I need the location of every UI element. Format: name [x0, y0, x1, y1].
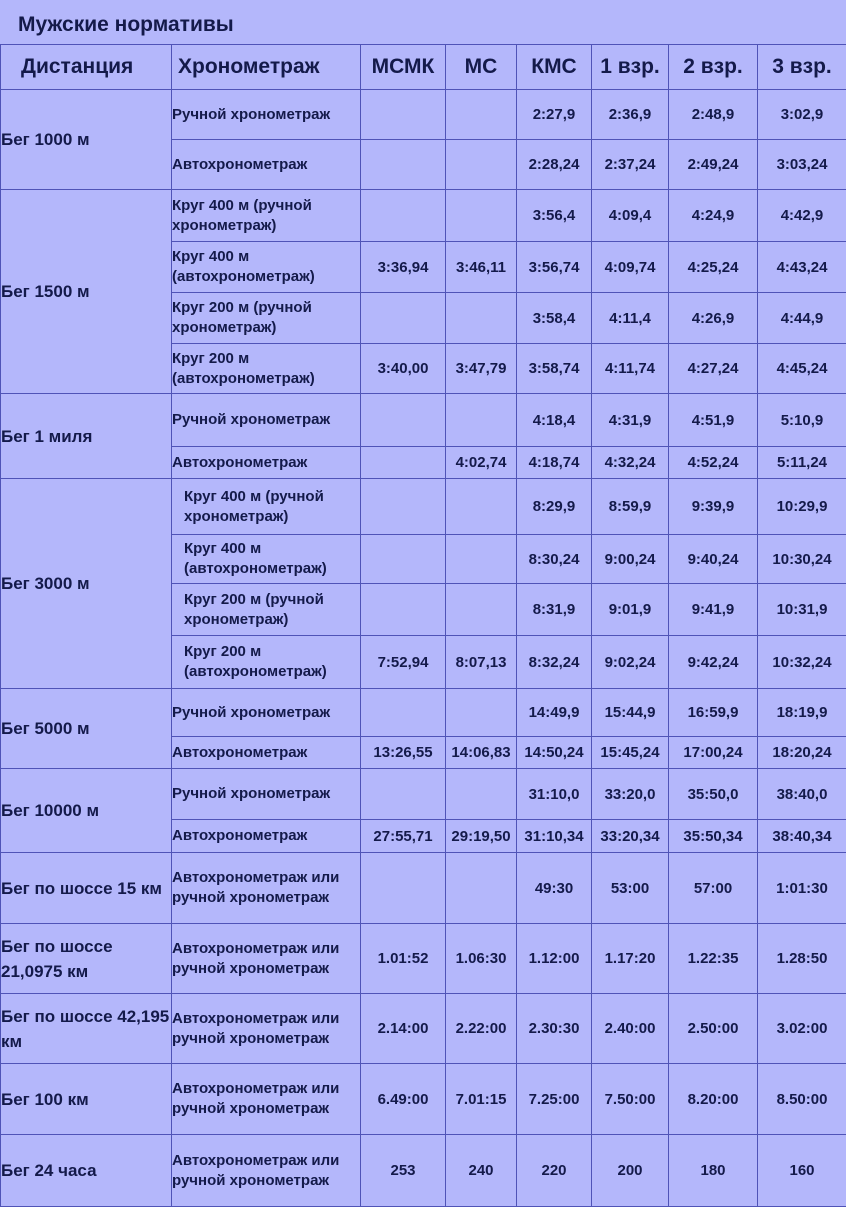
- value-cell-ms: 240: [446, 1135, 517, 1207]
- value-cell-rank-1: 1.17:20: [592, 924, 669, 994]
- value-cell-msmk: [361, 190, 446, 242]
- value-cell-rank-2: 9:42,24: [669, 636, 758, 689]
- timing-cell: Круг 400 м (ручной хронометраж): [172, 479, 361, 535]
- value-cell-msmk: 3:40,00: [361, 344, 446, 394]
- distance-cell: Бег 1500 м: [1, 190, 172, 394]
- value-cell-rank-2: 4:24,9: [669, 190, 758, 242]
- value-cell-rank-3: 5:11,24: [758, 447, 846, 479]
- value-cell-rank-3: 160: [758, 1135, 846, 1207]
- value-cell-rank-3: 8.50:00: [758, 1064, 846, 1135]
- value-cell-msmk: 1.01:52: [361, 924, 446, 994]
- value-cell-rank-2: 2:49,24: [669, 140, 758, 190]
- value-cell-rank-1: 53:00: [592, 853, 669, 924]
- value-cell-rank-1: 4:11,4: [592, 293, 669, 344]
- distance-cell: Бег 5000 м: [1, 689, 172, 769]
- timing-cell: Автохронометраж или ручной хронометраж: [172, 853, 361, 924]
- value-cell-msmk: 3:36,94: [361, 242, 446, 293]
- value-cell-rank-1: 9:01,9: [592, 584, 669, 636]
- header-distance: Дистанция: [1, 45, 172, 90]
- value-cell-rank-1: 2.40:00: [592, 994, 669, 1064]
- value-cell-rank-1: 33:20,34: [592, 820, 669, 853]
- value-cell-ms: [446, 190, 517, 242]
- value-cell-ms: 14:06,83: [446, 737, 517, 769]
- value-cell-kms: 49:30: [517, 853, 592, 924]
- value-cell-kms: 4:18,4: [517, 394, 592, 447]
- norms-table-wrapper: [0, 44, 846, 1207]
- value-cell-rank-1: 15:44,9: [592, 689, 669, 737]
- timing-cell: Автохронометраж или ручной хронометраж: [172, 994, 361, 1064]
- distance-cell: Бег 100 км: [1, 1064, 172, 1135]
- table-row: [1, 994, 846, 1064]
- timing-cell: Круг 200 м (ручной хронометраж): [172, 584, 361, 636]
- timing-cell: Автохронометраж: [172, 737, 361, 769]
- distance-cell: Бег 1 миля: [1, 394, 172, 479]
- table-row: [1, 190, 846, 242]
- value-cell-rank-1: 4:31,9: [592, 394, 669, 447]
- value-cell-kms: 2.30:30: [517, 994, 592, 1064]
- value-cell-rank-2: 9:41,9: [669, 584, 758, 636]
- value-cell-rank-2: 35:50,0: [669, 769, 758, 820]
- timing-cell: Круг 400 м (автохронометраж): [172, 535, 361, 584]
- value-cell-rank-3: 1:01:30: [758, 853, 846, 924]
- value-cell-ms: 2.22:00: [446, 994, 517, 1064]
- value-cell-ms: 3:46,11: [446, 242, 517, 293]
- timing-cell: Круг 400 м (автохронометраж): [172, 242, 361, 293]
- timing-cell: Круг 400 м (ручной хронометраж): [172, 190, 361, 242]
- value-cell-rank-1: 2:36,9: [592, 90, 669, 140]
- header-rank-2: 2 взр.: [669, 45, 758, 90]
- value-cell-kms: 3:56,74: [517, 242, 592, 293]
- timing-cell: Круг 200 м (автохронометраж): [172, 636, 361, 689]
- value-cell-ms: [446, 479, 517, 535]
- value-cell-rank-3: 38:40,34: [758, 820, 846, 853]
- header-row: [1, 45, 846, 90]
- value-cell-rank-1: 4:32,24: [592, 447, 669, 479]
- value-cell-kms: 14:49,9: [517, 689, 592, 737]
- value-cell-msmk: [361, 769, 446, 820]
- value-cell-msmk: 27:55,71: [361, 820, 446, 853]
- value-cell-rank-1: 4:11,74: [592, 344, 669, 394]
- value-cell-kms: 8:32,24: [517, 636, 592, 689]
- table-row: [1, 1064, 846, 1135]
- value-cell-ms: [446, 584, 517, 636]
- timing-cell: Круг 200 м (автохронометраж): [172, 344, 361, 394]
- value-cell-kms: 4:18,74: [517, 447, 592, 479]
- table-row: [1, 479, 846, 535]
- distance-cell: Бег по шоссе 15 км: [1, 853, 172, 924]
- timing-cell: Автохронометраж: [172, 820, 361, 853]
- value-cell-msmk: 6.49:00: [361, 1064, 446, 1135]
- table-row: [1, 924, 846, 994]
- table-row: [1, 769, 846, 820]
- page-title: Мужские нормативы: [18, 8, 234, 42]
- value-cell-kms: 3:58,74: [517, 344, 592, 394]
- timing-cell: Круг 200 м (ручной хронометраж): [172, 293, 361, 344]
- header-rank-kms: КМС: [517, 45, 592, 90]
- value-cell-rank-1: 9:00,24: [592, 535, 669, 584]
- value-cell-msmk: [361, 90, 446, 140]
- value-cell-rank-2: 17:00,24: [669, 737, 758, 769]
- value-cell-rank-3: 5:10,9: [758, 394, 846, 447]
- value-cell-kms: 2:28,24: [517, 140, 592, 190]
- value-cell-rank-1: 2:37,24: [592, 140, 669, 190]
- value-cell-rank-1: 7.50:00: [592, 1064, 669, 1135]
- value-cell-rank-2: 2:48,9: [669, 90, 758, 140]
- header-rank-1: 1 взр.: [592, 45, 669, 90]
- value-cell-rank-3: 18:20,24: [758, 737, 846, 769]
- value-cell-rank-3: 4:42,9: [758, 190, 846, 242]
- value-cell-ms: [446, 853, 517, 924]
- value-cell-msmk: [361, 535, 446, 584]
- value-cell-ms: [446, 535, 517, 584]
- value-cell-rank-1: 200: [592, 1135, 669, 1207]
- table-row: [1, 853, 846, 924]
- value-cell-ms: 8:07,13: [446, 636, 517, 689]
- distance-cell: Бег 24 часа: [1, 1135, 172, 1207]
- value-cell-rank-2: 180: [669, 1135, 758, 1207]
- value-cell-rank-3: 4:44,9: [758, 293, 846, 344]
- value-cell-rank-2: 4:51,9: [669, 394, 758, 447]
- value-cell-msmk: [361, 853, 446, 924]
- value-cell-kms: 2:27,9: [517, 90, 592, 140]
- value-cell-rank-2: 9:39,9: [669, 479, 758, 535]
- value-cell-ms: [446, 394, 517, 447]
- value-cell-ms: [446, 689, 517, 737]
- value-cell-rank-3: 10:32,24: [758, 636, 846, 689]
- value-cell-msmk: [361, 140, 446, 190]
- timing-cell: Ручной хронометраж: [172, 689, 361, 737]
- distance-cell: Бег 3000 м: [1, 479, 172, 689]
- value-cell-rank-3: 10:29,9: [758, 479, 846, 535]
- table-row: [1, 90, 846, 140]
- value-cell-rank-2: 9:40,24: [669, 535, 758, 584]
- value-cell-kms: 3:56,4: [517, 190, 592, 242]
- value-cell-rank-3: 3.02:00: [758, 994, 846, 1064]
- distance-cell: Бег 1000 м: [1, 90, 172, 190]
- value-cell-kms: 31:10,0: [517, 769, 592, 820]
- value-cell-ms: 3:47,79: [446, 344, 517, 394]
- value-cell-ms: 7.01:15: [446, 1064, 517, 1135]
- value-cell-rank-1: 15:45,24: [592, 737, 669, 769]
- value-cell-rank-2: 57:00: [669, 853, 758, 924]
- value-cell-rank-1: 33:20,0: [592, 769, 669, 820]
- value-cell-rank-2: 4:25,24: [669, 242, 758, 293]
- value-cell-rank-3: 18:19,9: [758, 689, 846, 737]
- table-row: [1, 394, 846, 447]
- value-cell-rank-3: 4:45,24: [758, 344, 846, 394]
- value-cell-rank-2: 1.22:35: [669, 924, 758, 994]
- value-cell-msmk: [361, 447, 446, 479]
- value-cell-rank-3: 38:40,0: [758, 769, 846, 820]
- table-row: [1, 689, 846, 737]
- value-cell-msmk: [361, 394, 446, 447]
- value-cell-rank-2: 4:27,24: [669, 344, 758, 394]
- value-cell-rank-3: 1.28:50: [758, 924, 846, 994]
- value-cell-ms: [446, 293, 517, 344]
- value-cell-rank-2: 8.20:00: [669, 1064, 758, 1135]
- value-cell-rank-3: 3:02,9: [758, 90, 846, 140]
- value-cell-msmk: [361, 479, 446, 535]
- timing-cell: Автохронометраж или ручной хронометраж: [172, 1064, 361, 1135]
- value-cell-ms: 1.06:30: [446, 924, 517, 994]
- value-cell-rank-2: 35:50,34: [669, 820, 758, 853]
- distance-cell: Бег 10000 м: [1, 769, 172, 853]
- header-rank-ms: МС: [446, 45, 517, 90]
- value-cell-msmk: [361, 584, 446, 636]
- value-cell-kms: 8:31,9: [517, 584, 592, 636]
- value-cell-rank-2: 4:26,9: [669, 293, 758, 344]
- value-cell-rank-2: 16:59,9: [669, 689, 758, 737]
- header-rank-3: 3 взр.: [758, 45, 846, 90]
- value-cell-kms: 14:50,24: [517, 737, 592, 769]
- value-cell-msmk: [361, 689, 446, 737]
- timing-cell: Ручной хронометраж: [172, 394, 361, 447]
- timing-cell: Автохронометраж: [172, 447, 361, 479]
- timing-cell: Автохронометраж или ручной хронометраж: [172, 1135, 361, 1207]
- value-cell-rank-3: 4:43,24: [758, 242, 846, 293]
- value-cell-rank-1: 4:09,4: [592, 190, 669, 242]
- timing-cell: Автохронометраж: [172, 140, 361, 190]
- value-cell-ms: [446, 90, 517, 140]
- value-cell-rank-1: 9:02,24: [592, 636, 669, 689]
- value-cell-kms: 8:30,24: [517, 535, 592, 584]
- value-cell-kms: 220: [517, 1135, 592, 1207]
- value-cell-rank-2: 4:52,24: [669, 447, 758, 479]
- value-cell-rank-1: 4:09,74: [592, 242, 669, 293]
- value-cell-msmk: 2.14:00: [361, 994, 446, 1064]
- distance-cell: Бег по шоссе 21,0975 км: [1, 924, 172, 994]
- value-cell-rank-2: 2.50:00: [669, 994, 758, 1064]
- value-cell-ms: 4:02,74: [446, 447, 517, 479]
- value-cell-rank-1: 8:59,9: [592, 479, 669, 535]
- value-cell-rank-3: 3:03,24: [758, 140, 846, 190]
- timing-cell: Ручной хронометраж: [172, 769, 361, 820]
- value-cell-rank-3: 10:31,9: [758, 584, 846, 636]
- norms-body: [1, 90, 846, 1207]
- value-cell-msmk: 253: [361, 1135, 446, 1207]
- value-cell-ms: [446, 769, 517, 820]
- value-cell-kms: 3:58,4: [517, 293, 592, 344]
- header-rank-msmk: МСМК: [361, 45, 446, 90]
- header-timing: Хронометраж: [172, 45, 361, 90]
- timing-cell: Автохронометраж или ручной хронометраж: [172, 924, 361, 994]
- value-cell-kms: 7.25:00: [517, 1064, 592, 1135]
- value-cell-kms: 8:29,9: [517, 479, 592, 535]
- value-cell-kms: 31:10,34: [517, 820, 592, 853]
- timing-cell: Ручной хронометраж: [172, 90, 361, 140]
- distance-cell: Бег по шоссе 42,195 км: [1, 994, 172, 1064]
- table-row: [1, 1135, 846, 1207]
- value-cell-kms: 1.12:00: [517, 924, 592, 994]
- norms-table: [0, 44, 846, 1207]
- value-cell-msmk: 13:26,55: [361, 737, 446, 769]
- value-cell-ms: 29:19,50: [446, 820, 517, 853]
- value-cell-rank-3: 10:30,24: [758, 535, 846, 584]
- value-cell-msmk: 7:52,94: [361, 636, 446, 689]
- value-cell-ms: [446, 140, 517, 190]
- value-cell-msmk: [361, 293, 446, 344]
